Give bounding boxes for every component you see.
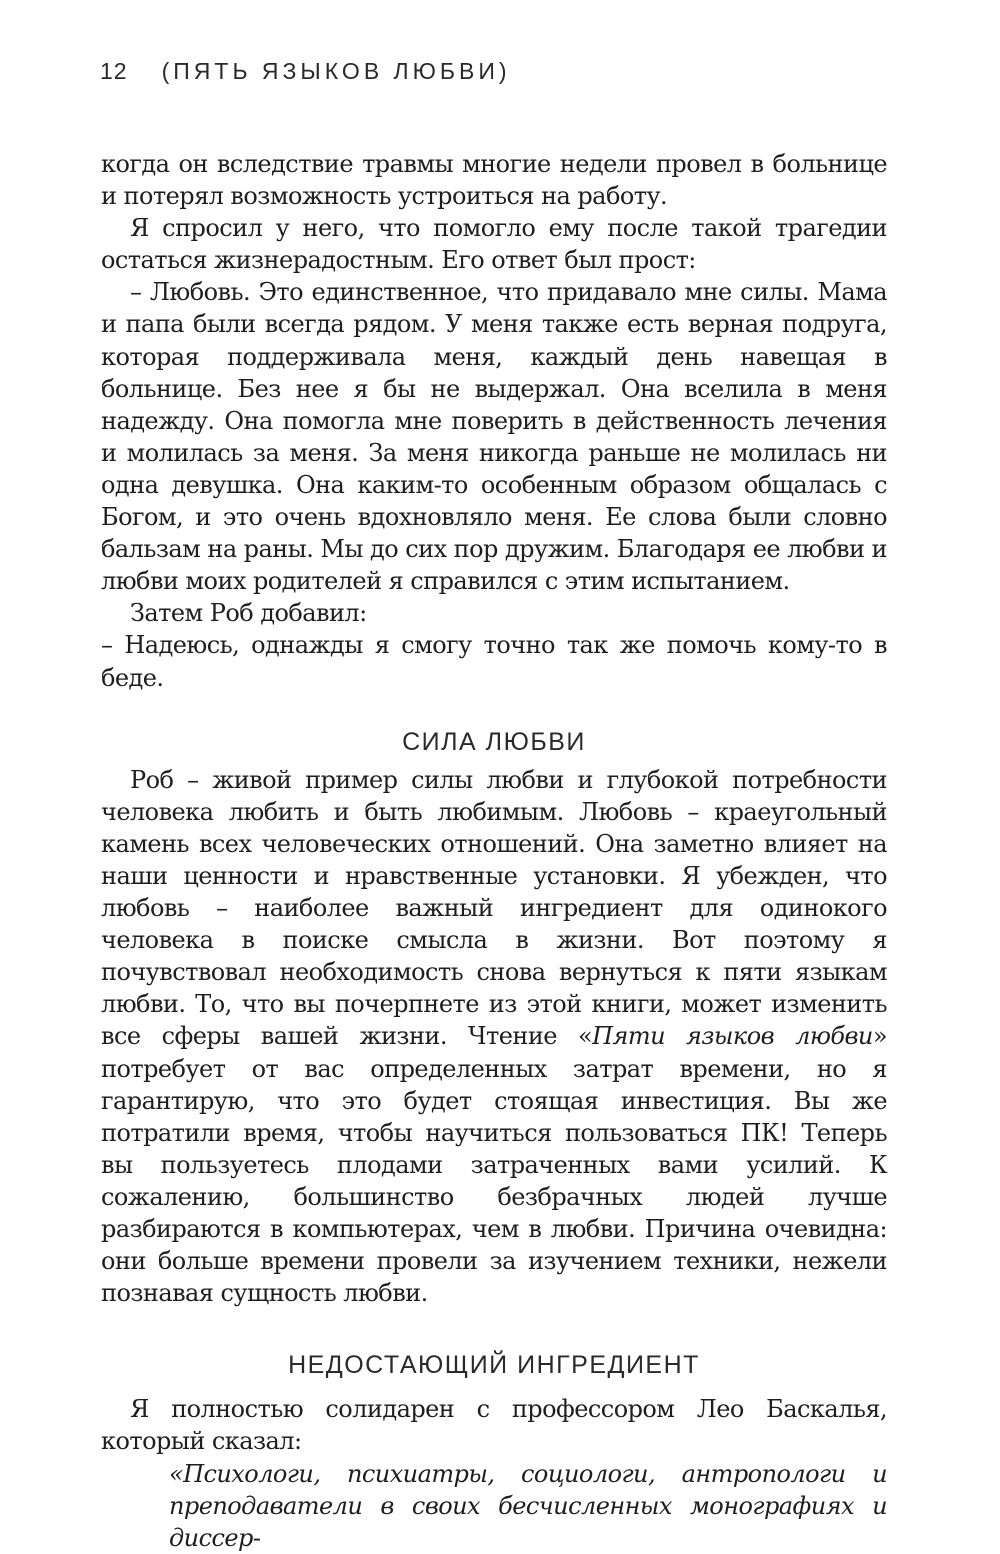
paragraph [101, 764, 887, 1310]
paragraph: когда он вследствие травмы многие недели провел в больнице и потерял возможность устроиться на работу. [101, 150, 887, 211]
section-heading: СИЛА ЛЮБВИ [402, 727, 586, 756]
running-title: (ПЯТЬ ЯЗЫКОВ ЛЮБВИ) [161, 58, 511, 84]
page-number: 12 [100, 58, 128, 84]
text-span: Роб – живой пример силы любви и глубокой потребности человека любить и быть любимым. Любовь – краеугольный камень всех человеческих отношений. Она заметно влияет на наши ценности и нравственные установки. Я убежден, что любовь – наиболее важный ингредиент для одинокого человека в поиске смысла в жизни. Вот поэтому я почувствовал необходимость снова вернуться к пяти языкам любви. То, что вы почерпнете из этой книги, может изменить все сферы вашей жизни. Чтение « [101, 765, 887, 1051]
page-body [101, 148, 887, 1554]
paragraph: – Надеюсь, однажды я смогу точно так же помочь кому-то в беде. [101, 631, 887, 692]
running-header [100, 58, 511, 85]
quote-text: «Психологи, психиатры, социологи, антропологи и преподаватели в своих бесчисленных монографиях и диссер- [169, 1459, 887, 1552]
section-heading: НЕДОСТАЮЩИЙ ИНГРЕДИЕНТ [288, 1351, 700, 1380]
paragraph: Я спросил у него, что помогло ему после такой трагедии остаться жизнерадостным. Его ответ был прост: [101, 214, 887, 275]
paragraph: Затем Роб добавил: [130, 599, 367, 628]
paragraph: Я полностью солидарен с профессором Лео Баскалья, который сказал: [101, 1395, 887, 1456]
paragraph: – Любовь. Это единственное, что придавало мне силы. Мама и папа были всегда рядом. У меня также есть верная подруга, которая поддерживала меня, каждый день навещая в больнице. Без нее я бы не выдержал. Она вселила в меня надежду. Она помогла мне поверить в действенность лечения и молилась за меня. За меня никогда раньше не молилась ни одна девушка. Она каким-то особенным образом общалась с Богом, и это очень вдохновляло меня. Ее слова были словно бальзам на раны. Мы до сих пор дружим. Благодаря ее любви и любви моих родителей я справился с этим испытанием. [101, 278, 887, 596]
block-quote [101, 1458, 887, 1554]
book-title-italic: Пяти языков любви [592, 1022, 873, 1051]
text-span: » потребует от вас определенных затрат времени, но я гарантирую, что это будет стоящая инвестиция. Вы же потратили время, чтобы научиться пользоваться ПК! Теперь вы пользуетесь плодами затраченных вами усилий. К сожалению, большинство безбрачных людей лучше разбираются в компьютерах, чем в любви. Причина очевидна: они больше времени провели за изучением техники, нежели познавая сущность любви. [101, 1022, 887, 1308]
